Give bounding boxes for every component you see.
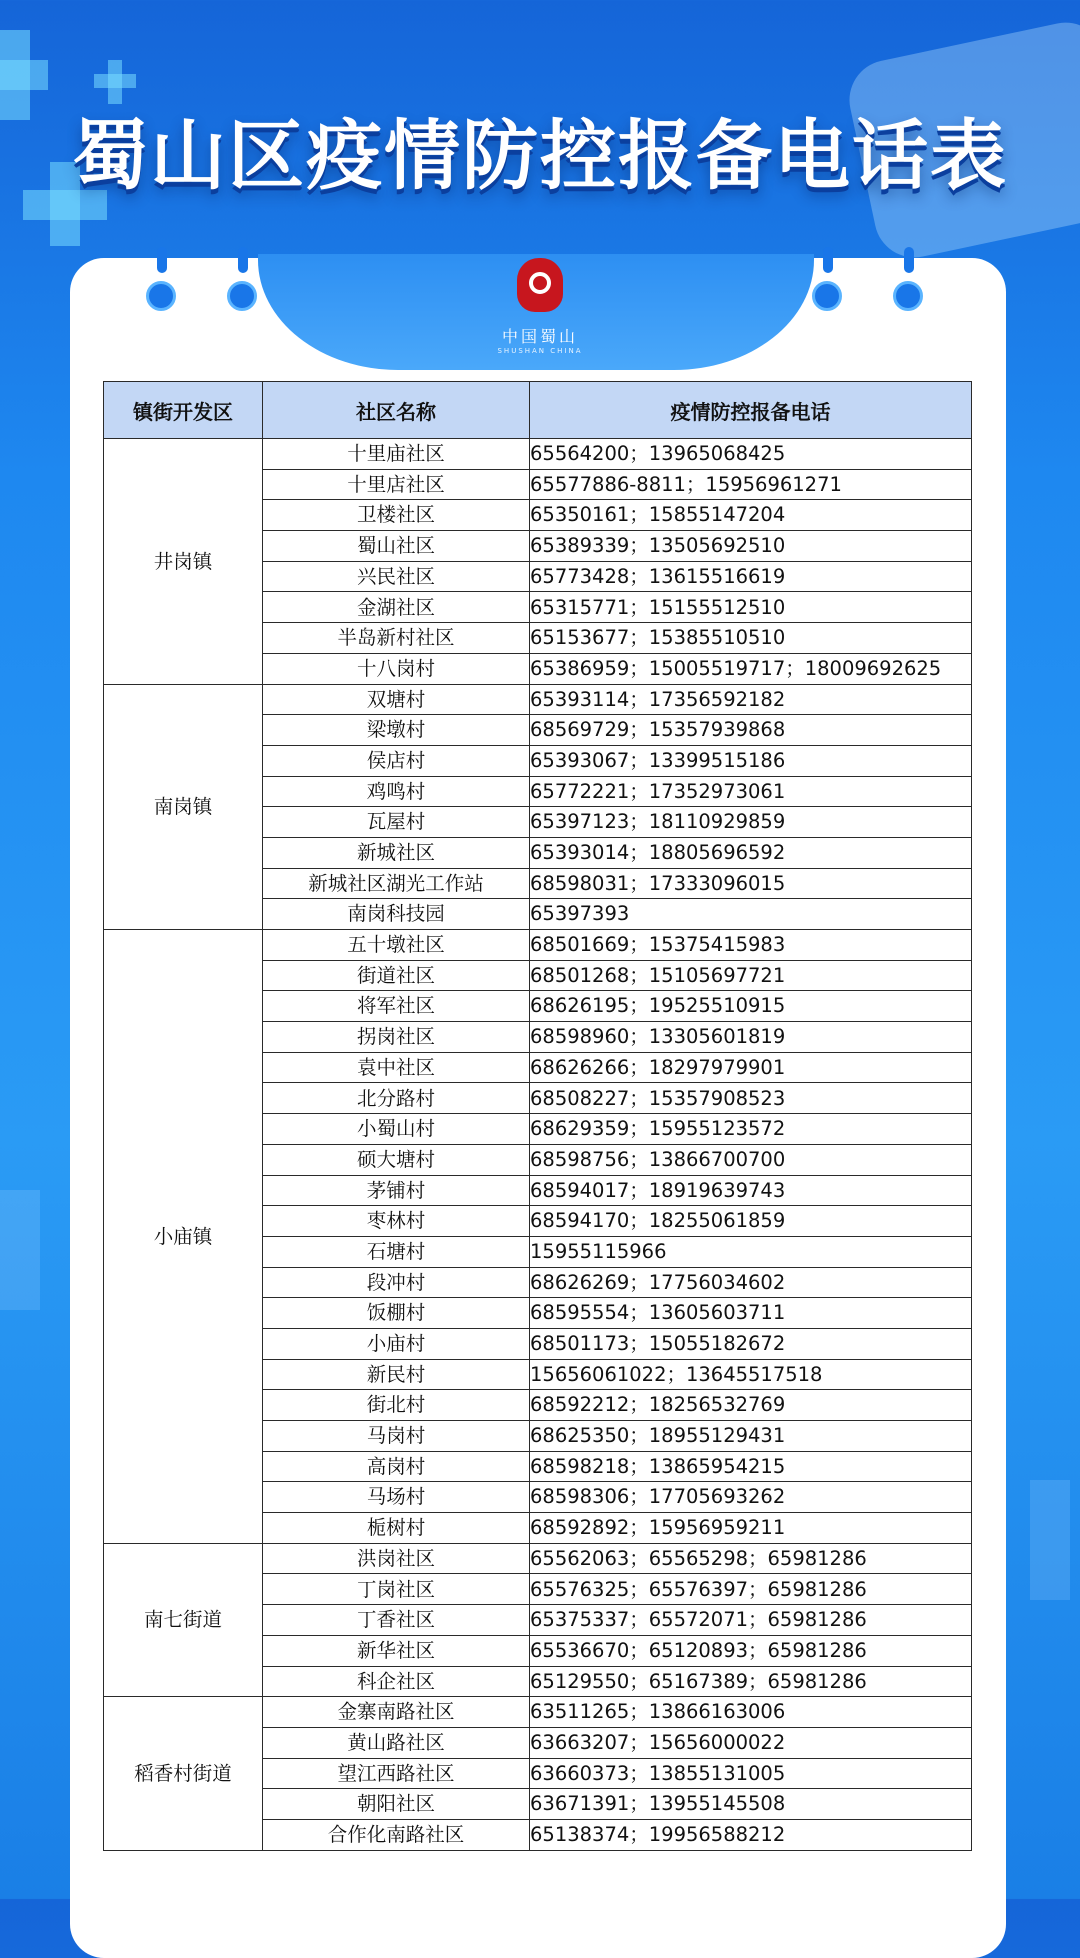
phone-cell: 63663207；15656000022 bbox=[530, 1727, 972, 1758]
binder-ring-icon bbox=[812, 281, 842, 311]
phone-cell: 68594017；18919639743 bbox=[530, 1175, 972, 1206]
table-body bbox=[104, 439, 972, 1851]
logo-text-en: SHUSHAN CHINA bbox=[497, 347, 583, 355]
community-cell: 朝阳社区 bbox=[263, 1789, 530, 1820]
community-cell: 合作化南路社区 bbox=[263, 1819, 530, 1850]
cross-decoration-icon bbox=[1030, 1480, 1070, 1600]
phone-cell: 68595554；13605603711 bbox=[530, 1298, 972, 1329]
shushan-logo-mark-icon bbox=[517, 258, 563, 312]
community-cell: 硕大塘村 bbox=[263, 1144, 530, 1175]
phone-cell: 68569729；15357939868 bbox=[530, 715, 972, 746]
binder-ring-icon bbox=[893, 281, 923, 311]
community-cell: 半岛新村社区 bbox=[263, 623, 530, 654]
binder-ring-icon bbox=[238, 247, 248, 273]
community-cell: 金寨南路社区 bbox=[263, 1697, 530, 1728]
phone-cell: 65315771；15155512510 bbox=[530, 592, 972, 623]
phone-cell: 65577886-8811；15956961271 bbox=[530, 469, 972, 500]
community-cell: 十里庙社区 bbox=[263, 439, 530, 470]
phone-cell: 68626266；18297979901 bbox=[530, 1052, 972, 1083]
community-cell: 街道社区 bbox=[263, 960, 530, 991]
community-cell: 栀树村 bbox=[263, 1513, 530, 1544]
phone-cell: 65350161；15855147204 bbox=[530, 500, 972, 531]
phone-cell: 65393014；18805696592 bbox=[530, 837, 972, 868]
community-cell: 瓦屋村 bbox=[263, 807, 530, 838]
phone-cell: 63511265；13866163006 bbox=[530, 1697, 972, 1728]
community-cell: 段冲村 bbox=[263, 1267, 530, 1298]
town-cell: 小庙镇 bbox=[104, 930, 263, 1544]
phone-cell: 68625350；18955129431 bbox=[530, 1421, 972, 1452]
phone-cell: 68629359；15955123572 bbox=[530, 1114, 972, 1145]
community-cell: 鸡鸣村 bbox=[263, 776, 530, 807]
community-cell: 科企社区 bbox=[263, 1666, 530, 1697]
community-cell: 卫楼社区 bbox=[263, 500, 530, 531]
table-row bbox=[104, 439, 972, 470]
phone-cell: 15955115966 bbox=[530, 1236, 972, 1267]
town-cell: 南岗镇 bbox=[104, 684, 263, 930]
community-cell: 洪岗社区 bbox=[263, 1543, 530, 1574]
phone-cell: 65772221；17352973061 bbox=[530, 776, 972, 807]
community-cell: 马场村 bbox=[263, 1482, 530, 1513]
phone-cell: 65564200；13965068425 bbox=[530, 439, 972, 470]
community-cell: 石塘村 bbox=[263, 1236, 530, 1267]
community-cell: 茅铺村 bbox=[263, 1175, 530, 1206]
shushan-logo bbox=[480, 258, 600, 368]
community-cell: 拐岗社区 bbox=[263, 1022, 530, 1053]
community-cell: 兴民社区 bbox=[263, 561, 530, 592]
logo-text-cn: 中国蜀山 bbox=[501, 327, 578, 346]
community-cell: 侯店村 bbox=[263, 745, 530, 776]
community-cell: 十八岗村 bbox=[263, 653, 530, 684]
community-cell: 梁墩村 bbox=[263, 715, 530, 746]
binder-ring-icon bbox=[227, 281, 257, 311]
phone-cell: 68598218；13865954215 bbox=[530, 1451, 972, 1482]
phone-cell: 65397393 bbox=[530, 899, 972, 930]
table-row bbox=[104, 684, 972, 715]
header-town: 镇街开发区 bbox=[104, 382, 263, 439]
community-cell: 袁中社区 bbox=[263, 1052, 530, 1083]
phone-cell: 65129550；65167389；65981286 bbox=[530, 1666, 972, 1697]
community-cell: 黄山路社区 bbox=[263, 1727, 530, 1758]
phone-cell: 68501173；15055182672 bbox=[530, 1328, 972, 1359]
community-cell: 金湖社区 bbox=[263, 592, 530, 623]
phone-cell: 68508227；15357908523 bbox=[530, 1083, 972, 1114]
community-cell: 小庙村 bbox=[263, 1328, 530, 1359]
phone-cell: 15656061022；13645517518 bbox=[530, 1359, 972, 1390]
phone-cell: 68598306；17705693262 bbox=[530, 1482, 972, 1513]
community-cell: 望江西路社区 bbox=[263, 1758, 530, 1789]
phone-cell: 68501669；15375415983 bbox=[530, 930, 972, 961]
table-row bbox=[104, 1697, 972, 1728]
phone-cell: 68626269；17756034602 bbox=[530, 1267, 972, 1298]
community-cell: 街北村 bbox=[263, 1390, 530, 1421]
phone-cell: 65536670；65120893；65981286 bbox=[530, 1635, 972, 1666]
phone-cell: 68592892；15956959211 bbox=[530, 1513, 972, 1544]
binder-ring-icon bbox=[904, 247, 914, 273]
town-cell: 南七街道 bbox=[104, 1543, 263, 1696]
phone-cell: 68598960；13305601819 bbox=[530, 1022, 972, 1053]
phone-cell: 63660373；13855131005 bbox=[530, 1758, 972, 1789]
phone-cell: 68594170；18255061859 bbox=[530, 1206, 972, 1237]
community-cell: 五十墩社区 bbox=[263, 930, 530, 961]
phone-cell: 68626195；19525510915 bbox=[530, 991, 972, 1022]
table-row bbox=[104, 930, 972, 961]
community-cell: 高岗村 bbox=[263, 1451, 530, 1482]
community-cell: 北分路村 bbox=[263, 1083, 530, 1114]
community-cell: 丁岗社区 bbox=[263, 1574, 530, 1605]
community-cell: 枣林村 bbox=[263, 1206, 530, 1237]
phone-cell: 65138374；19956588212 bbox=[530, 1819, 972, 1850]
table-header-row bbox=[104, 382, 972, 439]
phone-cell: 68592212；18256532769 bbox=[530, 1390, 972, 1421]
community-cell: 将军社区 bbox=[263, 991, 530, 1022]
phone-cell: 65393114；17356592182 bbox=[530, 684, 972, 715]
header-phone: 疫情防控报备电话 bbox=[530, 382, 972, 439]
community-cell: 南岗科技园 bbox=[263, 899, 530, 930]
header-community: 社区名称 bbox=[263, 382, 530, 439]
community-cell: 丁香社区 bbox=[263, 1605, 530, 1636]
community-cell: 双塘村 bbox=[263, 684, 530, 715]
phone-cell: 65397123；18110929859 bbox=[530, 807, 972, 838]
phone-cell: 68598756；13866700700 bbox=[530, 1144, 972, 1175]
community-cell: 新民村 bbox=[263, 1359, 530, 1390]
phone-cell: 65576325；65576397；65981286 bbox=[530, 1574, 972, 1605]
phone-cell: 65393067；13399515186 bbox=[530, 745, 972, 776]
community-cell: 蜀山社区 bbox=[263, 531, 530, 562]
phone-cell: 65389339；13505692510 bbox=[530, 531, 972, 562]
phone-cell: 65375337；65572071；65981286 bbox=[530, 1605, 972, 1636]
binder-ring-icon bbox=[146, 281, 176, 311]
cross-decoration-icon bbox=[0, 60, 48, 90]
town-cell: 井岗镇 bbox=[104, 439, 263, 685]
community-cell: 小蜀山村 bbox=[263, 1114, 530, 1145]
binder-ring-icon bbox=[157, 247, 167, 273]
phone-cell: 65153677；15385510510 bbox=[530, 623, 972, 654]
phone-table bbox=[103, 381, 972, 1851]
page-title: 蜀山区疫情防控报备电话表 bbox=[72, 111, 1008, 200]
phone-cell: 65773428；13615516619 bbox=[530, 561, 972, 592]
community-cell: 马岗村 bbox=[263, 1421, 530, 1452]
phone-cell: 65386959；15005519717；18009692625 bbox=[530, 653, 972, 684]
phone-cell: 63671391；13955145508 bbox=[530, 1789, 972, 1820]
table-row bbox=[104, 1543, 972, 1574]
community-cell: 新华社区 bbox=[263, 1635, 530, 1666]
phone-cell: 68598031；17333096015 bbox=[530, 868, 972, 899]
cross-decoration-icon bbox=[94, 74, 136, 88]
community-cell: 十里店社区 bbox=[263, 469, 530, 500]
community-cell: 新城社区湖光工作站 bbox=[263, 868, 530, 899]
binder-ring-icon bbox=[823, 247, 833, 273]
phone-cell: 65562063；65565298；65981286 bbox=[530, 1543, 972, 1574]
community-cell: 饭棚村 bbox=[263, 1298, 530, 1329]
town-cell: 稻香村街道 bbox=[104, 1697, 263, 1850]
phone-cell: 68501268；15105697721 bbox=[530, 960, 972, 991]
cross-decoration-icon bbox=[0, 1190, 40, 1310]
community-cell: 新城社区 bbox=[263, 837, 530, 868]
